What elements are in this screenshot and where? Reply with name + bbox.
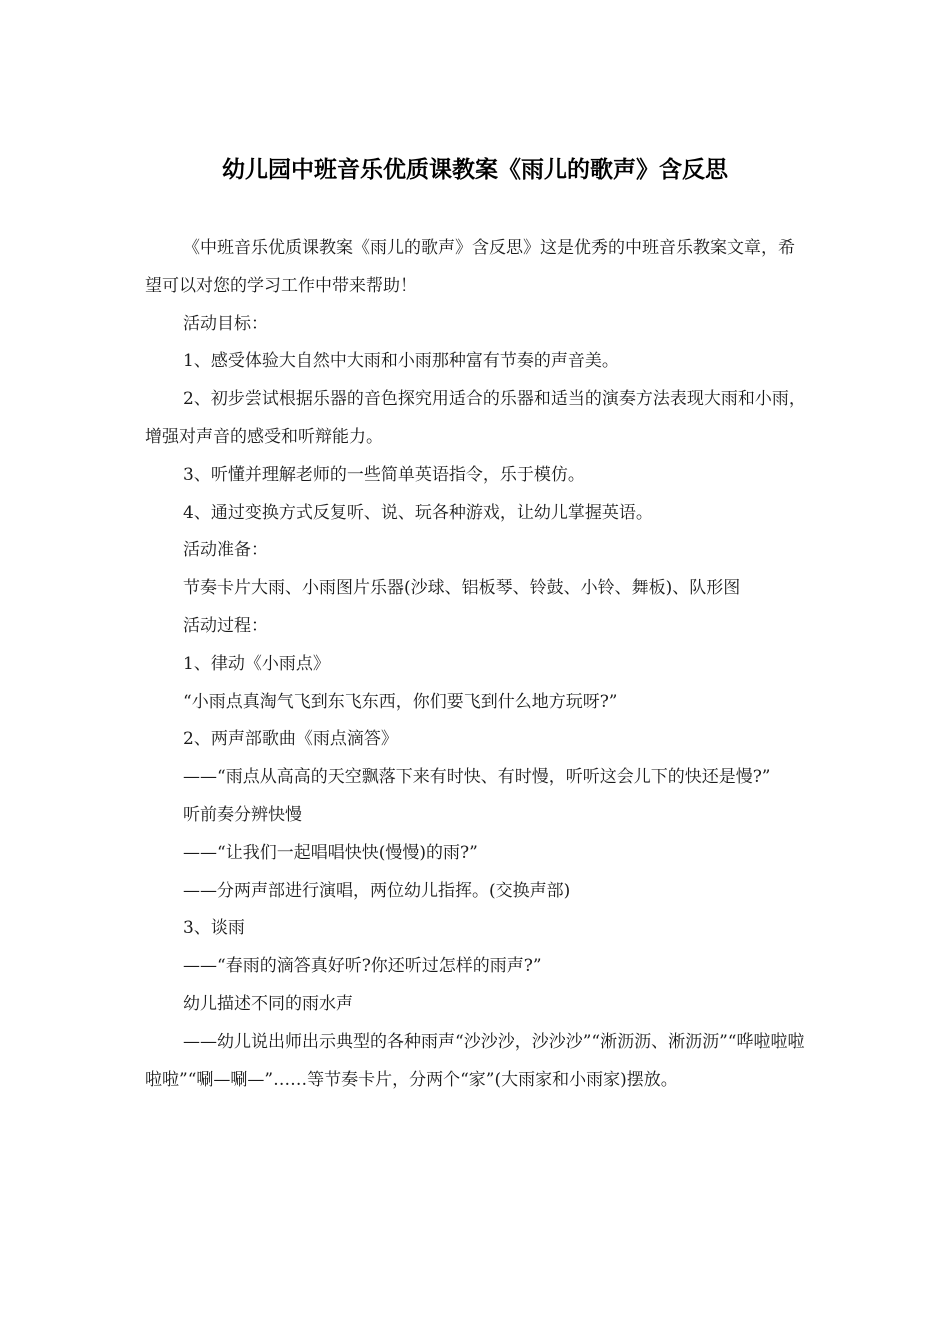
paragraph: “小雨点真淘气飞到东飞东西，你们要飞到什么地方玩呀?” [183,691,618,712]
document-title: 幼儿园中班音乐优质课教案《雨儿的歌声》含反思 [222,157,728,183]
paragraph: ——“雨点从高高的天空飘落下来有时快、有时慢，听听这会儿下的快还是慢?” [183,767,771,788]
paragraph: ——幼儿说出师出示典型的各种雨声“沙沙沙，沙沙沙”“淅沥沥、淅沥沥”“哗啦啦啦啦啦”“唰—唰—”……等节奏卡片，分两个“家”(大雨家和小雨家)摆放。 [145,1031,805,1090]
paragraph: 听前奏分辨快慢 [183,804,302,825]
paragraph: ——“春雨的滴答真好听?你还听过怎样的雨声?” [183,956,542,977]
paragraph: 节奏卡片大雨、小雨图片乐器(沙球、铝板琴、铃鼓、小铃、舞板)、队形图 [183,578,741,599]
paragraph: 4、通过变换方式反复听、说、玩各种游戏，让幼儿掌握英语。 [183,502,653,523]
paragraph: 活动过程： [183,615,268,636]
paragraph: 幼儿描述不同的雨水声 [183,993,353,1014]
paragraph: 1、律动《小雨点》 [183,653,330,674]
paragraph: 2、两声部歌曲《雨点滴答》 [183,729,398,750]
paragraph: 活动目标： [183,313,268,334]
paragraph: 3、听懂并理解老师的一些简单英语指令，乐于模仿。 [183,464,585,485]
paragraph: ——“让我们一起唱唱快快(慢慢)的雨?” [183,842,478,863]
paragraph: 活动准备： [183,540,268,561]
paragraph: 1、感受体验大自然中大雨和小雨那种富有节奏的声音美。 [183,351,619,372]
paragraph: 《中班音乐优质课教案《雨儿的歌声》含反思》这是优秀的中班音乐教案文章，希望可以对您的学习工作中带来帮助！ [145,238,795,296]
paragraph: 3、谈雨 [183,918,245,939]
paragraph: ——分两声部进行演唱，两位幼儿指挥。(交换声部) [183,880,571,901]
document-body [145,230,807,1099]
paragraph: 2、初步尝试根据乐器的音色探究用适合的乐器和适当的演奏方法表现大雨和小雨，增强对声音的感受和听辩能力。 [145,389,806,447]
